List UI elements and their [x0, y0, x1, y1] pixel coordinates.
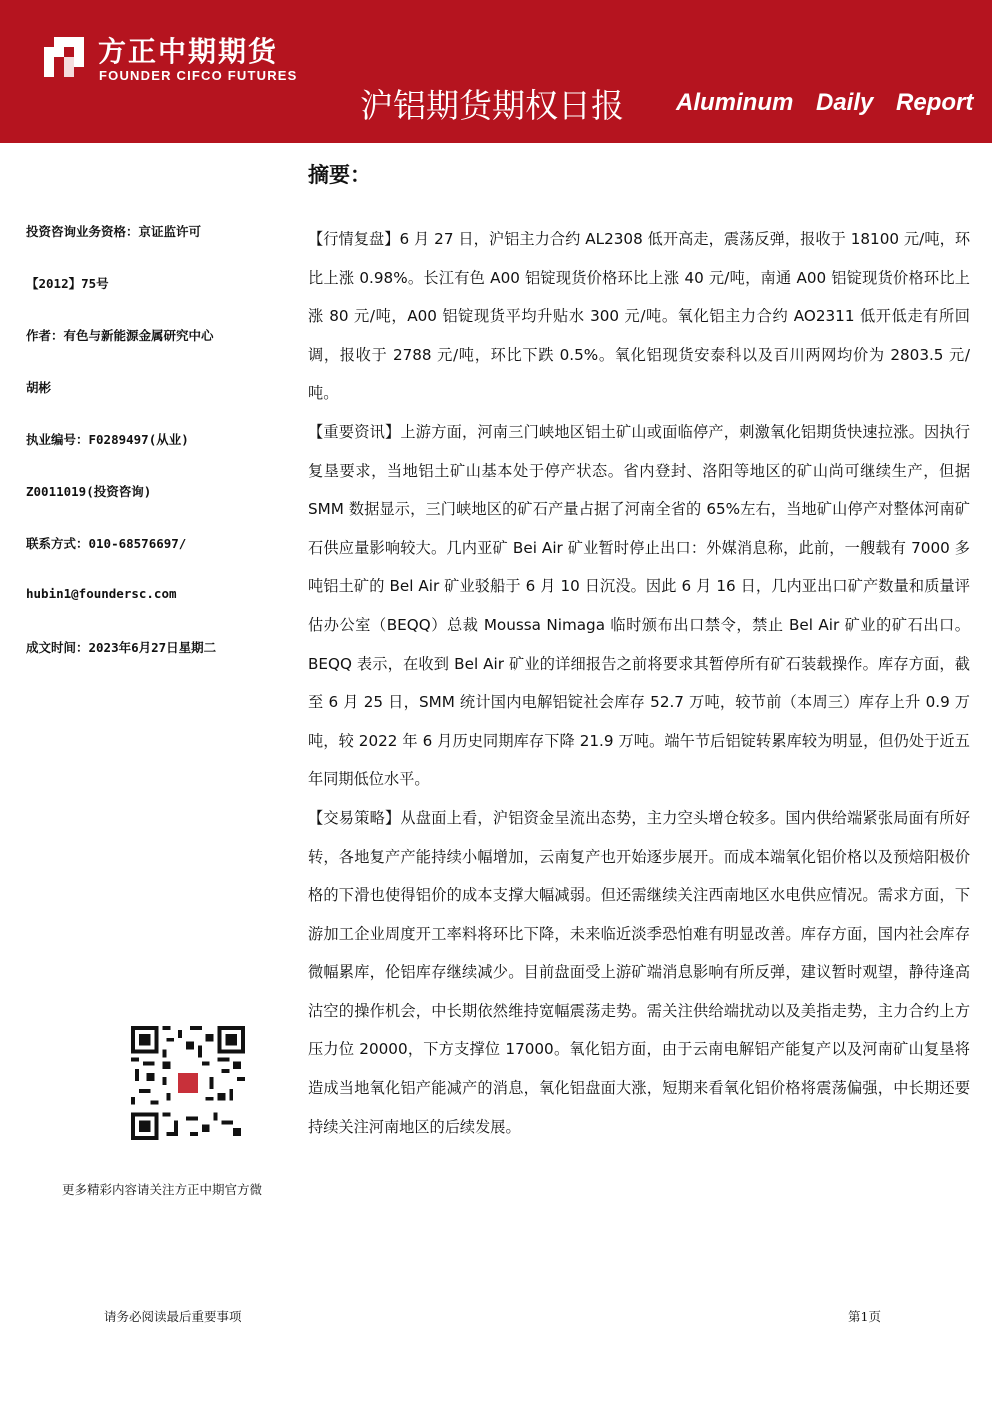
consulting-number: Z0011019(投资咨询)	[26, 484, 152, 499]
trading-strategy-paragraph	[308, 799, 970, 1146]
report-body	[308, 220, 970, 1146]
key-news-tag: 【重要资讯】	[308, 422, 401, 441]
company-name-cn: 方正中期期货	[98, 35, 279, 68]
author-name: 胡彬	[26, 380, 52, 395]
company-name-en: FOUNDER CIFCO FUTURES	[99, 68, 298, 83]
follow-wechat-text: 更多精彩内容请关注方正中期官方微	[62, 1182, 263, 1197]
key-news-paragraph	[308, 413, 970, 799]
author-department: 作者：有色与新能源金属研究中心	[26, 328, 214, 343]
market-review-text: 6 月 27 日，沪铝主力合约 AL2308 低开高走，震荡反弹，报收于 18100 元/吨，环比上涨 0.98%。长江有色 A00 铝锭现货价格环比上涨 40 元/吨，南通 A00 铝锭现货价格环比上涨 80 元/吨，A00 铝锭现货平均升贴水 300 元/吨。氧化铝主力合约 AO2311 低开低走有所回调，报收于 2788 元/吨，环比下跌 0.5%。氧化铝现货安泰科以及百川两网均价为 2803.5 元/吨。	[308, 230, 971, 403]
page-number: 第1页	[848, 1309, 881, 1324]
report-header	[0, 0, 992, 143]
founder-logo-icon	[40, 33, 88, 81]
market-review-tag: 【行情复盘】	[308, 230, 400, 248]
summary-title: 摘要：	[308, 163, 371, 187]
trading-strategy-text: 从盘面上看，沪铝资金呈流出态势，主力空头增仓较多。国内供给端紧张局面有所好转，各地复产产能持续小幅增加，云南复产也开始逐步展开。而成本端氧化铝价格以及预焙阳极价格的下滑也使得铝价的成本支撑大幅减弱。但还需继续关注西南地区水电供应情况。需求方面，下游加工企业周度开工率料将环比下降，未来临近淡季恐怕难有明显改善。库存方面，国内社会库存微幅累库，伦铝库存继续减少。目前盘面受上游矿端消息影响有所反弹，建议暂时观望，静待逢高沽空的操作机会，中长期依然维持宽幅震荡走势。需关注供给端扰动以及美指走势，主力合约上方压力位 20000，下方支撑位 17000。氧化铝方面，由于云南电解铝产能复产以及河南矿山复垦将造成当地氧化铝产能减产的消息，氧化铝盘面大涨，短期来看氧化铝价格将震荡偏强，中长期还要持续关注河南地区的后续发展。	[308, 808, 971, 1136]
qualification-line: 投资咨询业务资格：京证监许可	[26, 224, 202, 239]
market-review-paragraph	[308, 220, 970, 413]
report-title-en: Aluminum Daily Report	[676, 89, 974, 116]
footer-disclaimer: 请务必阅读最后重要事项	[104, 1309, 242, 1324]
publish-date: 成文时间：2023年6月27日星期二	[26, 640, 217, 655]
key-news-text: 上游方面，河南三门峡地区铝土矿山或面临停产，刺激氧化铝期货快速拉涨。因执行复垦要求，当地铝土矿山基本处于停产状态。省内登封、洛阳等地区的矿山尚可继续生产，但据 SMM 数据显示，三门峡地区的矿石产量占据了河南全省的 65%左右，当地矿山停产对整体河南矿石供应量影响较大。几内亚矿 Bei Air 矿业暂时停止出口：外媒消息称，此前，一艘载有 7000 多吨铝土矿的 Bel Air 矿业驳船于 6 月 10 日沉没。因此 6 月 16 日，几内亚出口矿产数量和质量评估办公室（BEQQ）总裁 Moussa Nimaga 临时颁布出口禁令，禁止 Bel Air 矿业的矿石出口。BEQQ 表示，在收到 Bel Air 矿业的详细报告之前将要求其暂停所有矿石装载操作。库存方面，截至 6 月 25 日，SMM 统计国内电解铝锭社会库存 52.7 万吨，较节前（本周三）库存上升 0.9 万吨，较 2022 年 6 月历史同期库存下降 21.9 万吨。端午节后铝锭转累库较为明显，但仍处于近五年同期低位水平。	[308, 422, 971, 789]
report-title-cn: 沪铝期货期权日报	[360, 86, 624, 125]
trading-strategy-tag: 【交易策略】	[308, 808, 401, 827]
qr-code-icon	[131, 1026, 245, 1140]
contact-email[interactable]: hubin1@foundersc.com	[26, 586, 177, 601]
practice-number: 执业编号：F0289497(从业)	[26, 432, 189, 447]
qualification-number: 【2012】75号	[26, 276, 109, 291]
contact-phone: 联系方式：010-68576697/	[26, 536, 187, 551]
